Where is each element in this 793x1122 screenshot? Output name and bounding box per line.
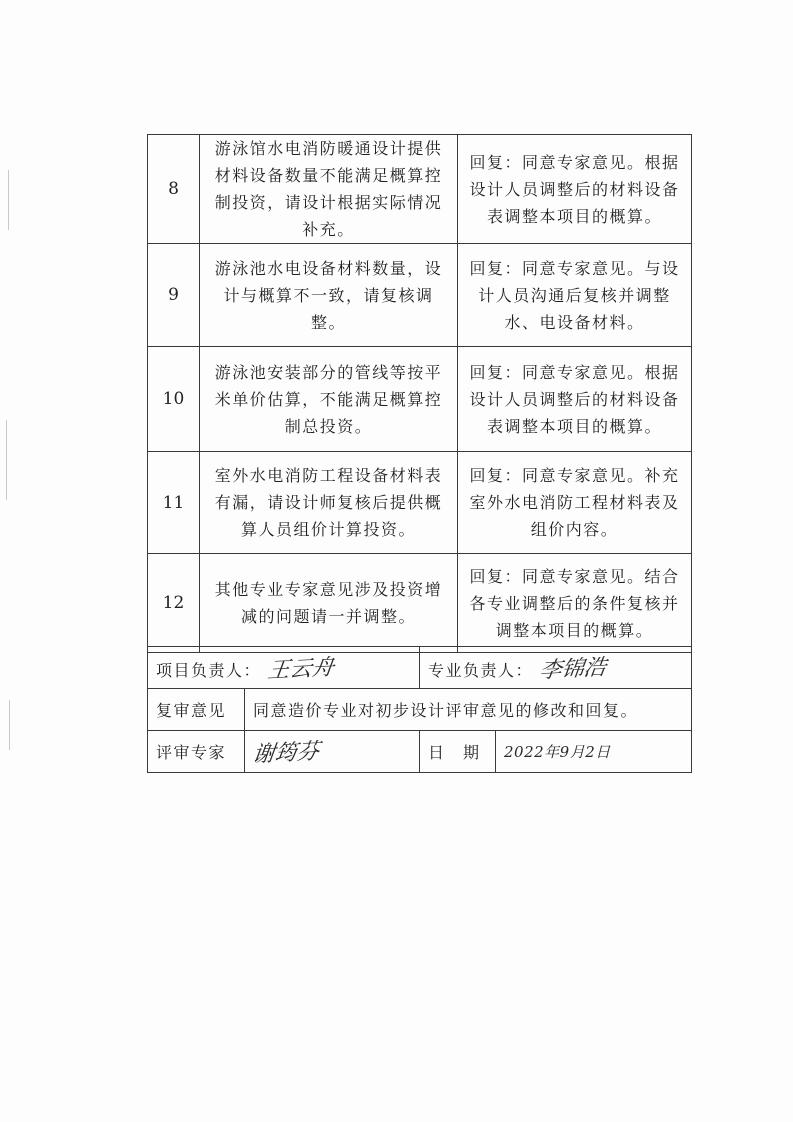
- review-reply: 回复：同意专家意见。与设计人员沟通后复核并调整水、电设备材料。: [458, 244, 692, 347]
- review-opinion-row: [148, 689, 692, 731]
- date-cell: [496, 731, 692, 773]
- leaders-row: [148, 647, 692, 689]
- scan-edge-mark: [6, 420, 7, 500]
- date-value: 2022年9月2日: [504, 743, 611, 761]
- review-reply: 回复：同意专家意见。根据设计人员调整后的材料设备表调整本项目的概算。: [458, 135, 692, 244]
- table-row: [148, 347, 692, 452]
- expert-label: 评审专家: [148, 731, 245, 773]
- table-row: [148, 244, 692, 347]
- scan-edge-mark: [8, 170, 9, 230]
- review-issue: 游泳池水电设备材料数量，设计与概算不一致，请复核调整。: [200, 244, 458, 347]
- row-number: 8: [148, 135, 200, 244]
- expert-signature: 谢筠芬: [250, 739, 321, 768]
- specialty-leader-cell: [420, 647, 692, 689]
- table-row: [148, 452, 692, 554]
- specialty-leader-label: 专业负责人：: [428, 661, 534, 680]
- specialty-leader-signature: 李锦浩: [537, 655, 608, 684]
- expert-date-row: [148, 731, 692, 773]
- review-reply: 回复：同意专家意见。结合各专业调整后的条件复核并调整本项目的概算。: [458, 554, 692, 653]
- project-leader-cell: [148, 647, 420, 689]
- row-number: 11: [148, 452, 200, 554]
- review-reply: 回复：同意专家意见。补充室外水电消防工程材料表及组价内容。: [458, 452, 692, 554]
- review-issue: 其他专业专家意见涉及投资增减的问题请一并调整。: [200, 554, 458, 653]
- expert-signature-cell: [245, 731, 420, 773]
- review-opinion-text: 同意造价专业对初步设计评审意见的修改和回复。: [245, 689, 692, 731]
- review-opinion-label: 复审意见: [148, 689, 245, 731]
- review-comments-table: [147, 134, 692, 653]
- row-number: 12: [148, 554, 200, 653]
- review-reply: 回复：同意专家意见。根据设计人员调整后的材料设备表调整本项目的概算。: [458, 347, 692, 452]
- table-row: [148, 554, 692, 653]
- project-leader-label: 项目负责人：: [156, 661, 262, 680]
- review-issue: 室外水电消防工程设备材料表有漏，请设计师复核后提供概算人员组价计算投资。: [200, 452, 458, 554]
- table-row: [148, 135, 692, 244]
- review-issue: 游泳池安装部分的管线等按平米单价估算，不能满足概算控制总投资。: [200, 347, 458, 452]
- project-leader-signature: 王云舟: [265, 655, 336, 684]
- review-issue: 游泳馆水电消防暖通设计提供材料设备数量不能满足概算控制投资，请设计根据实际情况补充。: [200, 135, 458, 244]
- row-number: 9: [148, 244, 200, 347]
- date-label: 日 期: [420, 731, 496, 773]
- scan-edge-mark: [9, 700, 10, 750]
- signoff-table: [147, 646, 692, 773]
- row-number: 10: [148, 347, 200, 452]
